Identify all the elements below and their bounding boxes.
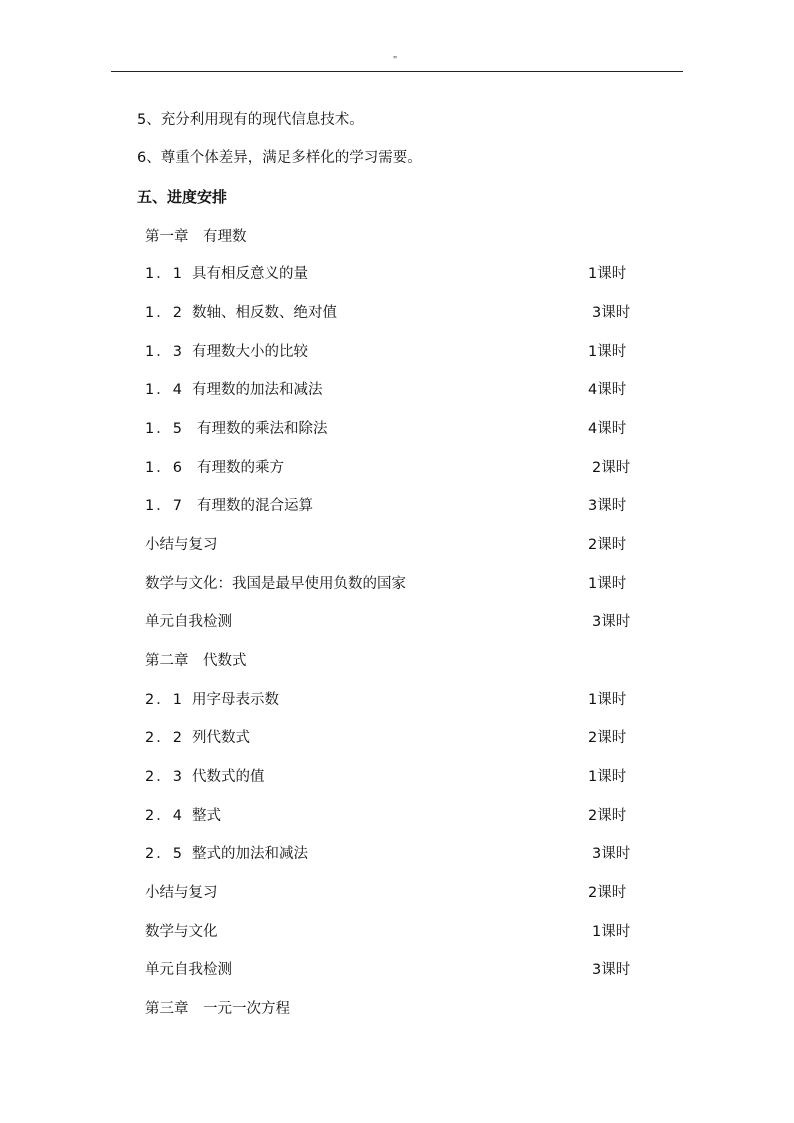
hours: 2课时: [588, 885, 627, 901]
schedule-row: [145, 959, 645, 981]
section-number: 2．1: [145, 692, 184, 708]
section-title-text: 数学与文化：我国是最早使用负数的国家: [145, 576, 406, 592]
hours: 1课时: [588, 576, 627, 592]
header-rule: [111, 71, 683, 72]
section-title-text: 数轴、相反数、绝对值: [192, 305, 337, 321]
schedule-row: [145, 843, 645, 865]
section-title-text: 具有相反意义的量: [192, 266, 308, 282]
section-title-text: 有理数大小的比较: [192, 344, 308, 360]
hours: 1课时: [588, 266, 627, 282]
section-title-text: 数学与文化: [145, 924, 218, 940]
section-title-text: 有理数的乘方: [197, 460, 284, 476]
point-6: 6、尊重个体差异，满足多样化的学习需要。: [137, 150, 422, 166]
section-title-text: 用字母表示数: [192, 692, 279, 708]
schedule-row: [145, 573, 645, 595]
hours: 3课时: [592, 962, 631, 978]
hours: 4课时: [588, 421, 627, 437]
section-title-text: 有理数的乘法和除法: [197, 421, 328, 437]
section-number: 1．5: [145, 421, 184, 437]
header-mark: ": [393, 55, 398, 66]
schedule-row: [145, 495, 645, 517]
schedule-row: [145, 727, 645, 749]
chapter-1-heading: [145, 226, 645, 248]
section-title-text: 单元自我检测: [145, 962, 232, 978]
chapter-3-heading: [145, 998, 645, 1020]
schedule-row: [145, 766, 645, 788]
hours: 2课时: [592, 460, 631, 476]
section-number: 2．4: [145, 808, 184, 824]
chapter-title: 第二章 代数式: [145, 653, 247, 669]
schedule-row: [145, 341, 645, 363]
section-title-text: 小结与复习: [145, 537, 218, 553]
section-title-text: 整式: [192, 808, 221, 824]
hours: 3课时: [592, 305, 631, 321]
section-title-text: 列代数式: [192, 730, 250, 746]
point-5: 5、充分利用现有的现代信息技术。: [137, 112, 364, 128]
hours: 2课时: [588, 537, 627, 553]
hours: 3课时: [592, 846, 631, 862]
section-number: 1．6: [145, 460, 184, 476]
schedule-row: [145, 418, 645, 440]
section-title-text: 有理数的加法和减法: [192, 382, 323, 398]
hours: 4课时: [588, 382, 627, 398]
section-title-text: 代数式的值: [192, 769, 265, 785]
schedule-row: [145, 882, 645, 904]
schedule-row: [145, 379, 645, 401]
section-title-text: 有理数的混合运算: [197, 498, 313, 514]
schedule-row: [145, 921, 645, 943]
schedule-row: [145, 689, 645, 711]
section-title-text: 整式的加法和减法: [192, 846, 308, 862]
chapter-title: 第一章 有理数: [145, 229, 247, 245]
section-number: 1．1: [145, 266, 184, 282]
schedule-row: [145, 263, 645, 285]
section-number: 2．2: [145, 730, 184, 746]
schedule-row: [145, 805, 645, 827]
hours: 1课时: [588, 692, 627, 708]
section-number: 1．3: [145, 344, 184, 360]
section-title-text: 小结与复习: [145, 885, 218, 901]
schedule-row: [145, 457, 645, 479]
hours: 1课时: [588, 769, 627, 785]
section-number: 1．7: [145, 498, 184, 514]
section-number: 2．3: [145, 769, 184, 785]
hours: 3课时: [588, 498, 627, 514]
section-number: 1．2: [145, 305, 184, 321]
chapter-title: 第三章 一元一次方程: [145, 1001, 290, 1017]
hours: 2课时: [588, 808, 627, 824]
section-title-text: 单元自我检测: [145, 614, 232, 630]
hours: 3课时: [592, 614, 631, 630]
hours: 2课时: [588, 730, 627, 746]
chapter-2-heading: [145, 650, 645, 672]
hours: 1课时: [592, 924, 631, 940]
section-number: 2．5: [145, 846, 184, 862]
schedule-row: [145, 611, 645, 633]
section-number: 1．4: [145, 382, 184, 398]
section-title: 五、进度安排: [137, 188, 228, 206]
hours: 1课时: [588, 344, 627, 360]
schedule-row: [145, 302, 645, 324]
schedule-row: [145, 534, 645, 556]
